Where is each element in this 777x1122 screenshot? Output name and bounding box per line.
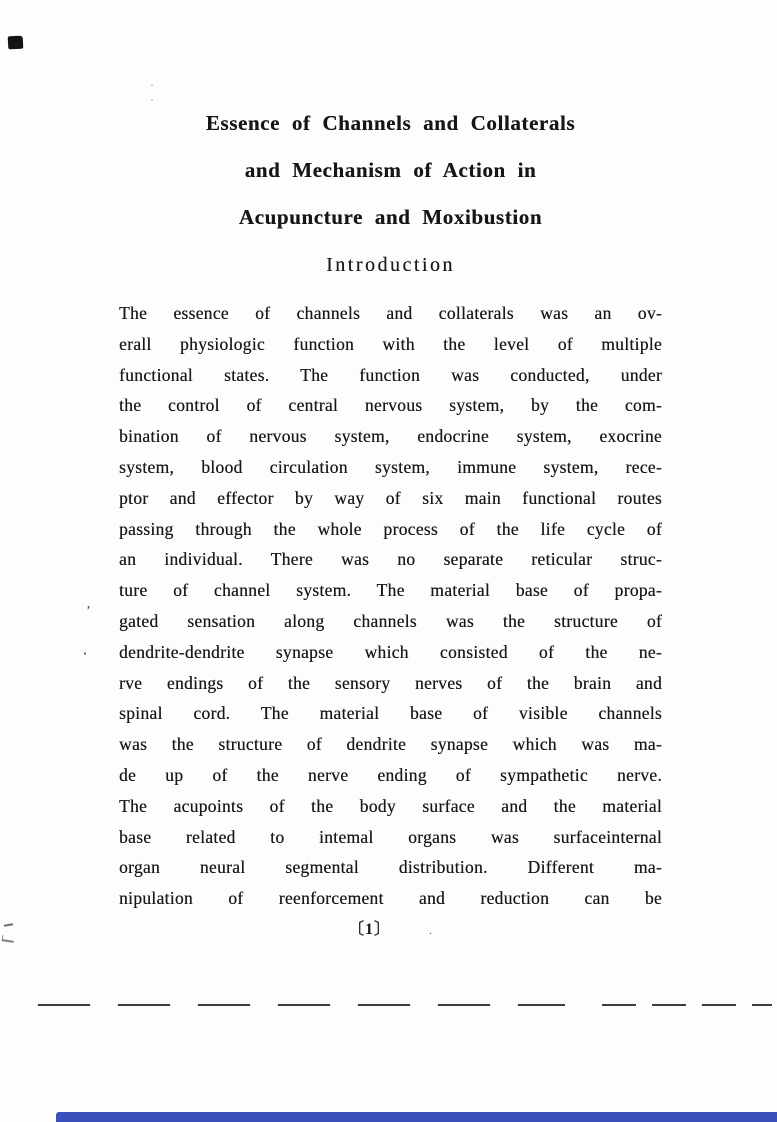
- body-line: an individual. There was no separate reticular struc-: [119, 549, 662, 570]
- body-line: spinal cord. The material base of visible channels: [119, 703, 662, 724]
- body-paragraph: [119, 298, 662, 914]
- body-line: was the structure of dendrite synapse which was ma-: [119, 734, 662, 755]
- body-line: ture of channel system. The material base of propa-: [119, 580, 662, 601]
- page-number: [118, 916, 663, 939]
- body-line: de up of the nerve ending of sympathetic nerve.: [119, 764, 662, 785]
- book-title-line-2: and Mechanism of Action in: [244, 158, 537, 182]
- body-line: The acupoints of the body surface and the material: [119, 795, 662, 816]
- body-line: nipulation of reenforcement and reduction can be: [119, 888, 662, 909]
- body-line: passing through the whole process of the life cycle of: [119, 518, 662, 539]
- body-line: dendrite-dendrite synapse which consisted of the ne-: [119, 641, 662, 662]
- book-title-line-3: Acupuncture and Moxibustion: [238, 205, 543, 229]
- body-line: bination of nervous system, endocrine system, exocrine: [119, 426, 662, 447]
- scan-dots-above-title: · ·: [150, 78, 214, 107]
- scan-mark-dot: [84, 652, 86, 655]
- scan-scribble-stroke: [2, 935, 15, 943]
- body-line: base related to intemal organs was surfaceinternal: [119, 826, 662, 847]
- body-line: The essence of channels and collaterals was an ov-: [119, 303, 662, 323]
- body-line: system, blood circulation system, immune system, rece-: [119, 456, 662, 477]
- body-line: rve endings of the sensory nerves of the brain and: [119, 672, 662, 693]
- body-line: gated sensation along channels was the structure of: [119, 610, 662, 631]
- book-title-line-1: Essence of Channels and Collaterals: [205, 111, 576, 135]
- book-title: [118, 100, 663, 241]
- body-line: organ neural segmental distribution. Different ma-: [119, 857, 662, 878]
- bottom-scan-bar: [56, 1112, 777, 1122]
- body-line: erall physiologic function with the level of multiple: [119, 333, 662, 354]
- scan-dashed-line-left: [38, 1004, 565, 1006]
- scan-dashed-line-right: [602, 1004, 772, 1006]
- scan-speck-top-left: [8, 36, 24, 50]
- body-line: the control of central nervous system, by the com-: [119, 395, 662, 416]
- page-number-text: 〔1〕: [347, 921, 391, 938]
- scan-mark-apostrophe: ’: [86, 604, 91, 619]
- body-line: ptor and effector by way of six main functional routes: [119, 487, 662, 508]
- body-line: functional states. The function was conducted, under: [119, 364, 662, 385]
- scan-scribble-stroke: [4, 923, 13, 927]
- page-number-trailing-mark: .: [429, 923, 433, 937]
- section-heading-introduction: Introduction: [326, 254, 455, 276]
- scan-scribble-bottom-left: [2, 922, 22, 948]
